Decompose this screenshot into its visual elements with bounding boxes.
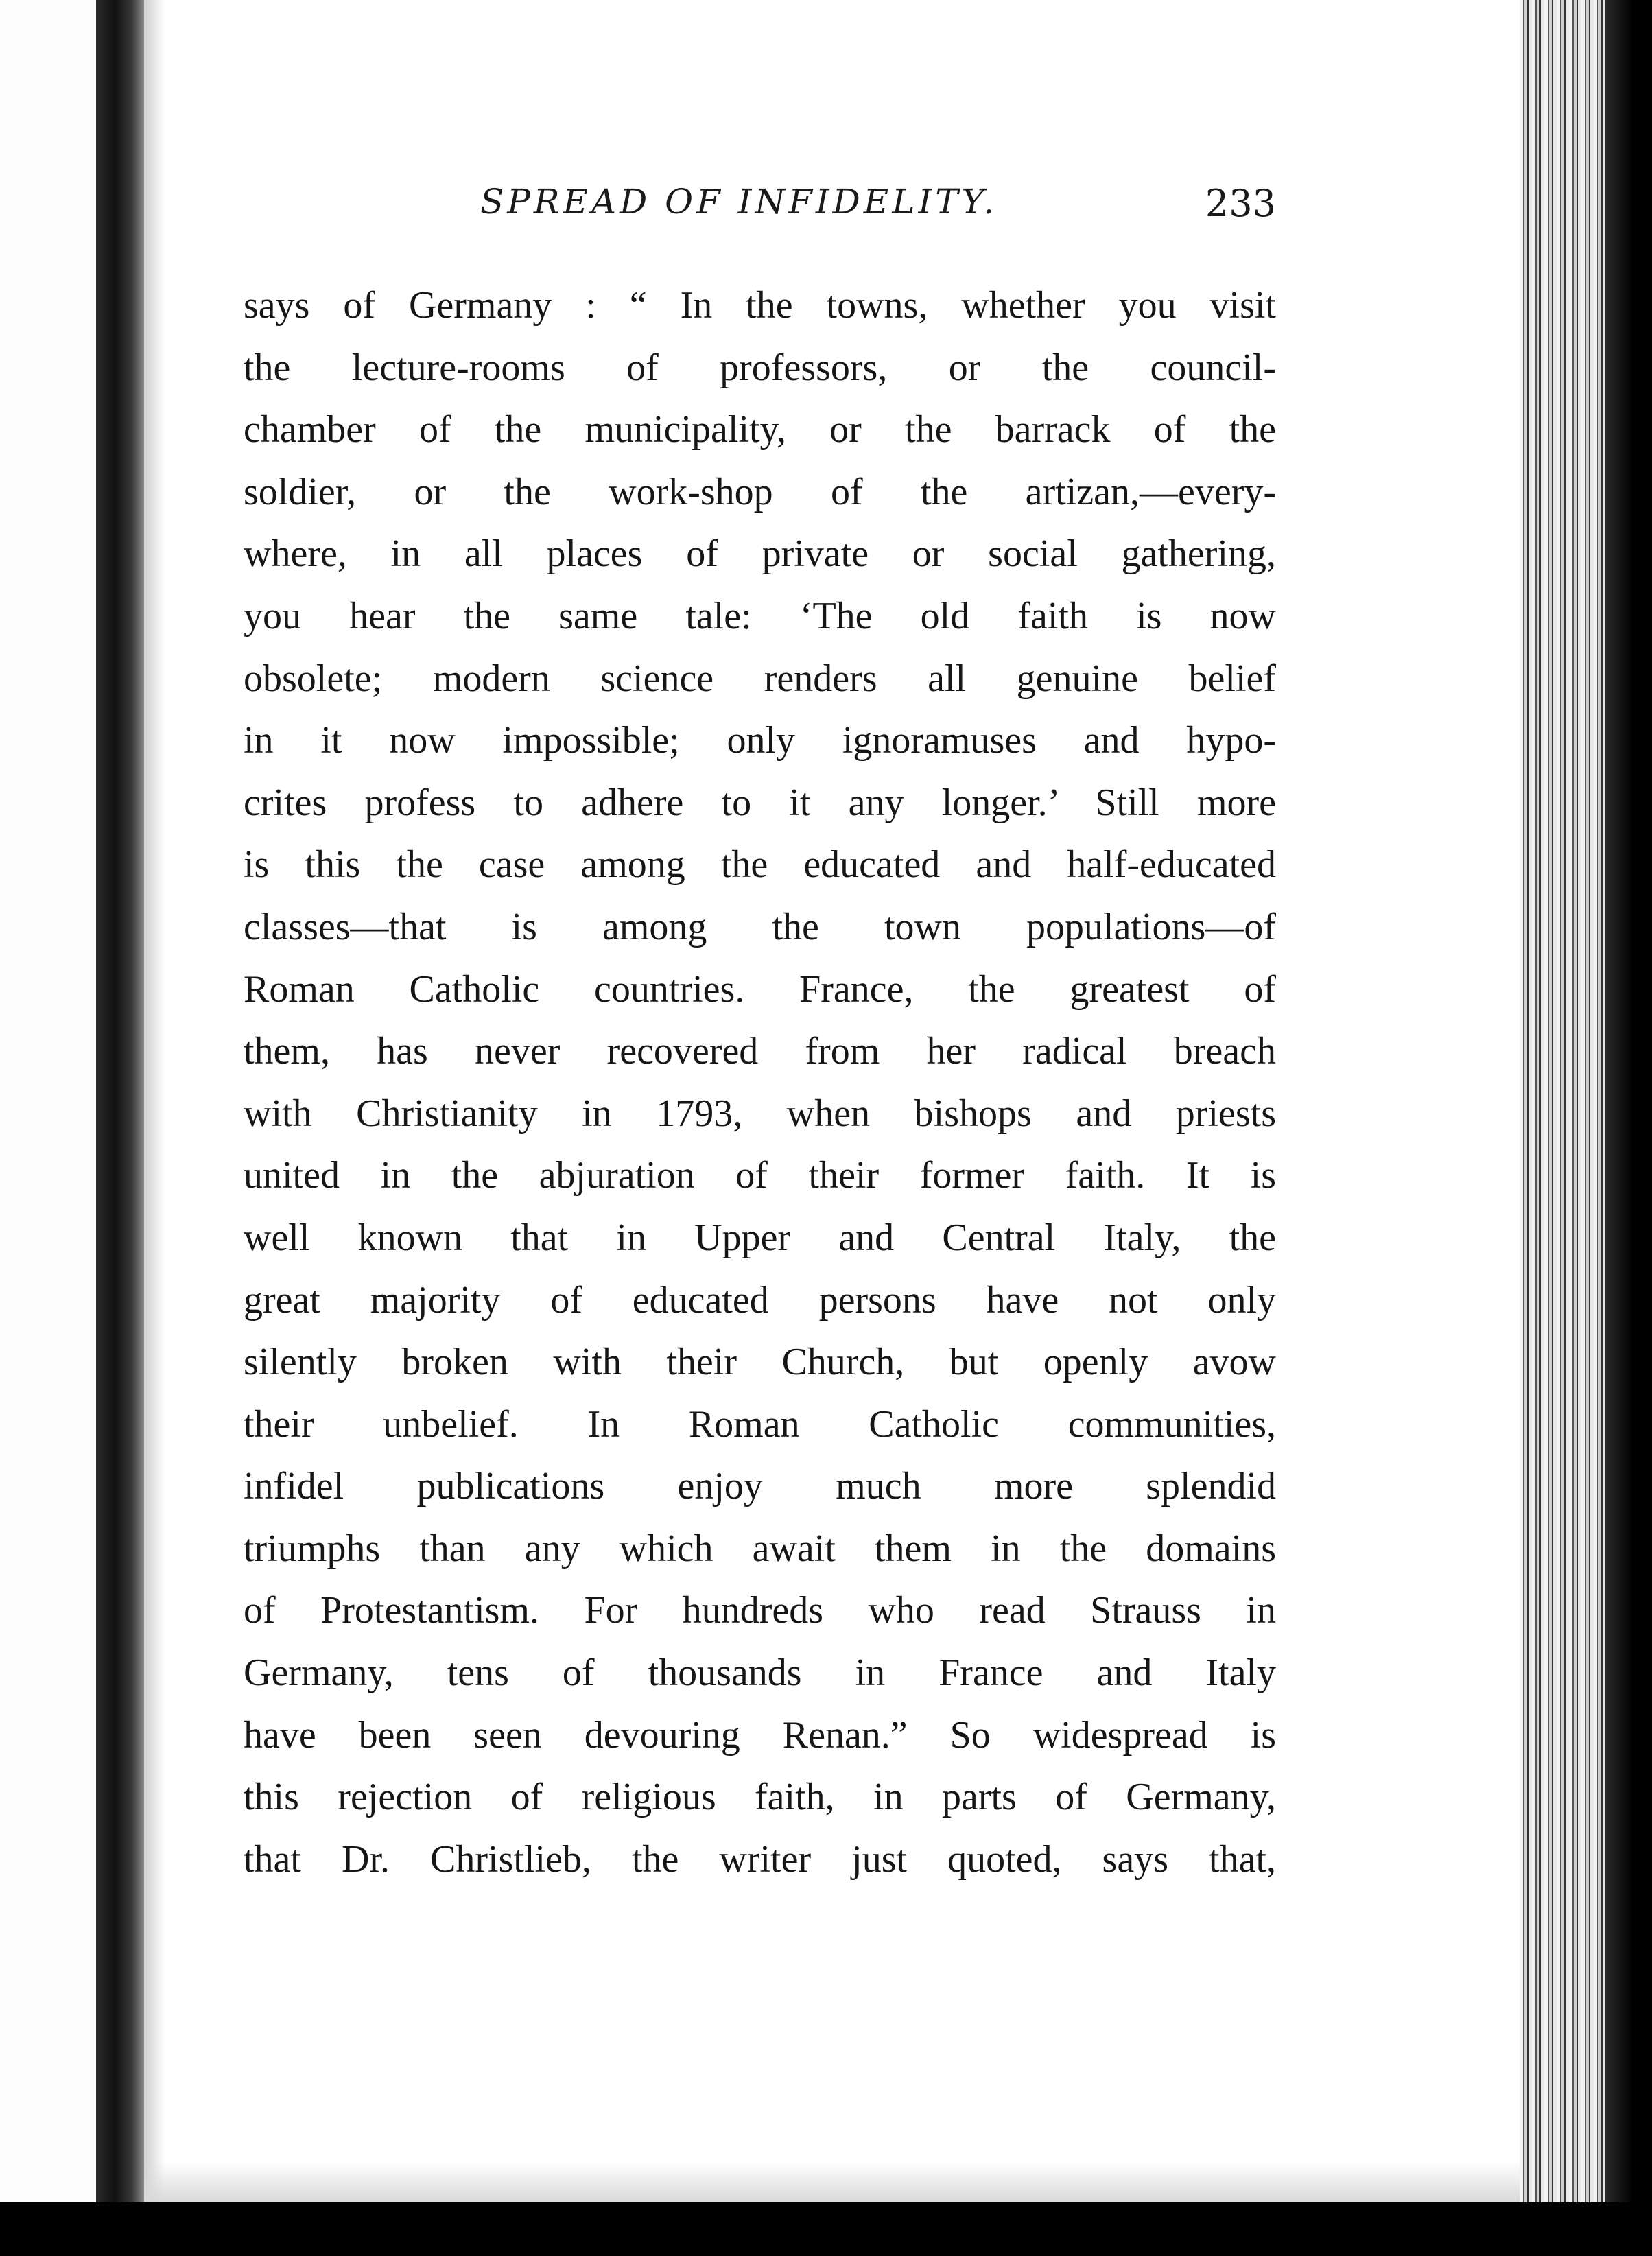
text-line: infidel publications enjoy much more splendid xyxy=(244,1465,1276,1508)
text-line: with Christianity in 1793, when bishops and priests xyxy=(244,1092,1276,1135)
running-head xyxy=(480,182,1276,244)
text-line: Roman Catholic countries. France, the greatest of xyxy=(244,967,1276,1011)
text-line: in it now impossible; only ignoramuses and hypo- xyxy=(244,719,1276,762)
text-line: triumphs than any which await them in the domains xyxy=(244,1527,1276,1570)
gutter-shadow xyxy=(144,0,165,2256)
text-line: obsolete; modern science renders all genuine belief xyxy=(244,657,1276,700)
text-line: where, in all places of private or social gathering, xyxy=(244,532,1276,576)
text-line: have been seen devouring Renan.” So widespread is xyxy=(244,1713,1276,1756)
text-line: united in the abjuration of their former faith. It is xyxy=(244,1154,1276,1197)
text-line: classes—that is among the town populations—of xyxy=(244,905,1276,948)
page-bottom-shadow xyxy=(144,2161,1520,2202)
text-line: you hear the same tale: ‘The old faith is now xyxy=(244,594,1276,637)
page-number: 233 xyxy=(1205,182,1276,225)
facing-page-edge xyxy=(0,0,96,2256)
text-line: of Protestantism. For hundreds who read Strauss in xyxy=(244,1589,1276,1632)
text-line: crites profess to adhere to it any longer.’ Still more xyxy=(244,781,1276,824)
scan-bottom-border xyxy=(0,2202,1652,2256)
text-line: that Dr. Christlieb, the writer just quoted, says that, xyxy=(244,1837,1276,1881)
text-line: soldier, or the work-shop of the artizan,—every- xyxy=(244,470,1276,513)
book-gutter xyxy=(96,0,144,2256)
text-line: well known that in Upper and Central Italy, the xyxy=(244,1216,1276,1259)
text-line: is this the case among the educated and half-educated xyxy=(244,843,1276,886)
text-line: the lecture-rooms of professors, or the council- xyxy=(244,346,1276,389)
book-edge-shadow xyxy=(1605,0,1652,2256)
text-line: silently broken with their Church, but openly avow xyxy=(244,1341,1276,1384)
text-line: them, has never recovered from her radical breach xyxy=(244,1030,1276,1073)
text-line: chamber of the municipality, or the barrack of the xyxy=(244,408,1276,451)
header-title: SPREAD OF INFIDELITY. xyxy=(480,182,998,222)
text-line: says of Germany : “ In the towns, whether you visit xyxy=(244,284,1276,327)
text-line: Germany, tens of thousands in France and Italy xyxy=(244,1652,1276,1695)
text-line: this rejection of religious faith, in parts of Germany, xyxy=(244,1776,1276,1819)
text-line: their unbelief. In Roman Catholic communities, xyxy=(244,1402,1276,1446)
body-text xyxy=(244,274,1276,1890)
text-line: great majority of educated persons have not only xyxy=(244,1278,1276,1321)
